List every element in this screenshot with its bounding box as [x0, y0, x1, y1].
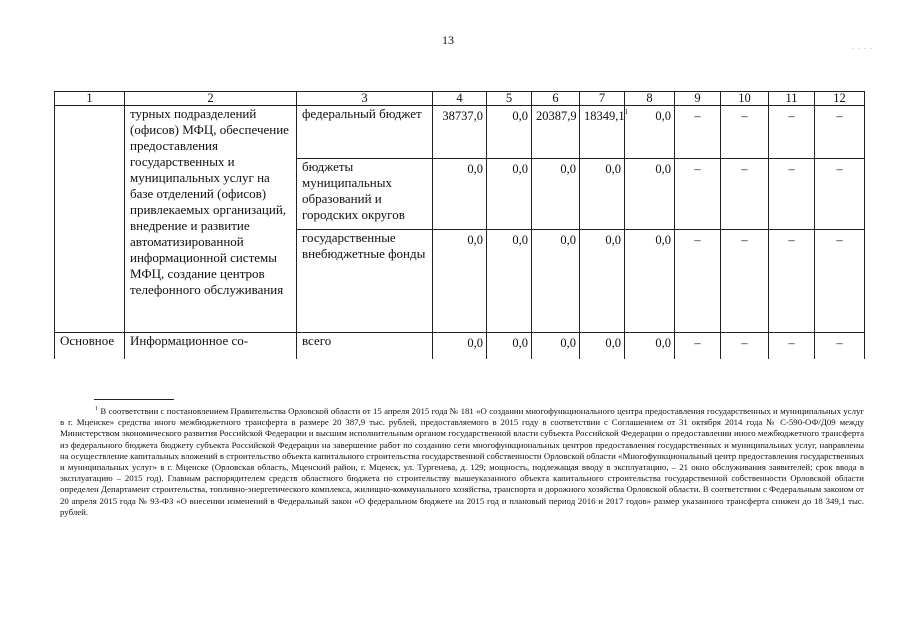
header-row: [55, 92, 865, 106]
cell-col6: 20387,9: [532, 106, 580, 159]
funding-source: федеральный бюджет: [297, 106, 433, 159]
cell-col12: –: [815, 333, 865, 360]
cell-col6: 0,0: [532, 333, 580, 360]
cell-col8: 0,0: [625, 333, 675, 360]
cell-col7: 0,0: [580, 333, 625, 360]
header-cell: 12: [815, 92, 865, 106]
merged-measure-cell: [55, 106, 125, 333]
header-cell: 9: [675, 92, 721, 106]
header-cell: 2: [125, 92, 297, 106]
table-row: [55, 106, 865, 159]
cell-col7: 0,0: [580, 159, 625, 230]
cell-col10: –: [721, 333, 769, 360]
cell-col6: 0,0: [532, 230, 580, 333]
cell-value: 18349,1: [584, 109, 625, 123]
header-cell: 7: [580, 92, 625, 106]
budget-table: [54, 91, 865, 359]
footnote-ref: 1: [624, 108, 629, 116]
cell-col9: –: [675, 333, 721, 360]
cell-col11: –: [769, 106, 815, 159]
footnote-divider: [94, 399, 174, 400]
header-cell: 11: [769, 92, 815, 106]
measure-type: Основное: [55, 333, 125, 360]
cell-col10: –: [721, 159, 769, 230]
cell-col10: –: [721, 106, 769, 159]
cell-col10: –: [721, 230, 769, 333]
table-row: [55, 333, 865, 360]
funding-source: бюджеты муниципальных образований и городских округов: [297, 159, 433, 230]
cell-col8: 0,0: [625, 106, 675, 159]
measure-description: турных подразделений (офисов) МФЦ, обеспечение предоставления государственных и муниципальных услуг на базе отделений (офисов) привлекаемых организаций, внедрение и развитие автоматизированной информационной системы МФЦ, создание центров телефонного обслуживания: [125, 106, 297, 333]
footnote-marker: 1: [95, 406, 98, 412]
cell-col5: 0,0: [487, 230, 532, 333]
cell-col11: –: [769, 159, 815, 230]
cell-col4: 0,0: [433, 230, 487, 333]
funding-source: всего: [297, 333, 433, 360]
cell-col12: –: [815, 106, 865, 159]
header-cell: 10: [721, 92, 769, 106]
cell-col8: 0,0: [625, 159, 675, 230]
cell-col5: 0,0: [487, 106, 532, 159]
cell-col9: –: [675, 106, 721, 159]
cell-col12: –: [815, 159, 865, 230]
measure-description: Информационное со-: [125, 333, 297, 360]
cell-col9: –: [675, 230, 721, 333]
cell-col8: 0,0: [625, 230, 675, 333]
header-cell: 8: [625, 92, 675, 106]
cell-col4: 38737,0: [433, 106, 487, 159]
header-cell: 6: [532, 92, 580, 106]
cell-col12: –: [815, 230, 865, 333]
cell-col7: [580, 106, 629, 159]
cell-col11: –: [769, 333, 815, 360]
cell-col5: 0,0: [487, 159, 532, 230]
funding-source: государственные внебюджетные фонды: [297, 230, 433, 333]
cell-col5: 0,0: [487, 333, 532, 360]
header-cell: 1: [55, 92, 125, 106]
cell-col4: 0,0: [433, 333, 487, 360]
cell-col9: –: [675, 159, 721, 230]
cell-col6: 0,0: [532, 159, 580, 230]
footnote-text: В соответствии с постановлением Правительства Орловской области от 15 апреля 2015 года № 181 «О создании многофункционального центра предоставления государственных и муниципальных услуг в г. Мценске» средства иного межбюджетного трансферта в размере 20 387,9 тыс. рублей, предоставляемого в 2015 году в соответствии с Соглашением от 31 октября 2014 года № С-590-ОФ/Д09 между Министерством экономического развития Российской Федерации и высшим исполнительным органом государственной власти субъекта Российской Федерации о предоставлении иного межбюджетного трансферта из федерального бюджета бюджету субъекта Российской Федерации на завершение работ по созданию сети многофункциональных центров предоставления государственных и муниципальных услуг, направлены на осуществление капитальных вложений в строительство объекта капитального строительства государственной собственности Орловской области «Многофункциональный центр предоставления государственных и муниципальных услуг» в г. Мценске (Орловская область, Мценский район, г. Мценск, ул. Тургенева, д. 129; мощность, подлежащая вводу в эксплуатацию, – 21 окно обслуживания заявителей; срок ввода в эксплуатацию – 2015 год). Главным распорядителем средств областного бюджета по строительству вышеуказанного объекта капитального строительства государственной собственности Орловской области определен Департамент строительства, топливно-энергетического комплекса, жилищно-коммунального хозяйства, транспорта и дорожного хозяйства Орловской области. В соответствии с Федеральным законом от 20 апреля 2015 года № 93-ФЗ «О внесении изменений в Федеральный закон «О федеральном бюджете на 2015 год и плановый период 2016 и 2017 годов» размер указанного трансферта снижен до 18 349,1 тыс. рублей.: [60, 406, 864, 517]
header-cell: 4: [433, 92, 487, 106]
corner-mark: . . . .: [852, 42, 873, 51]
page-number: 13: [442, 33, 454, 47]
header-cell: 5: [487, 92, 532, 106]
cell-col4: 0,0: [433, 159, 487, 230]
header-cell: 3: [297, 92, 433, 106]
cell-col7: 0,0: [580, 230, 625, 333]
footnote: [60, 406, 864, 518]
cell-col11: –: [769, 230, 815, 333]
